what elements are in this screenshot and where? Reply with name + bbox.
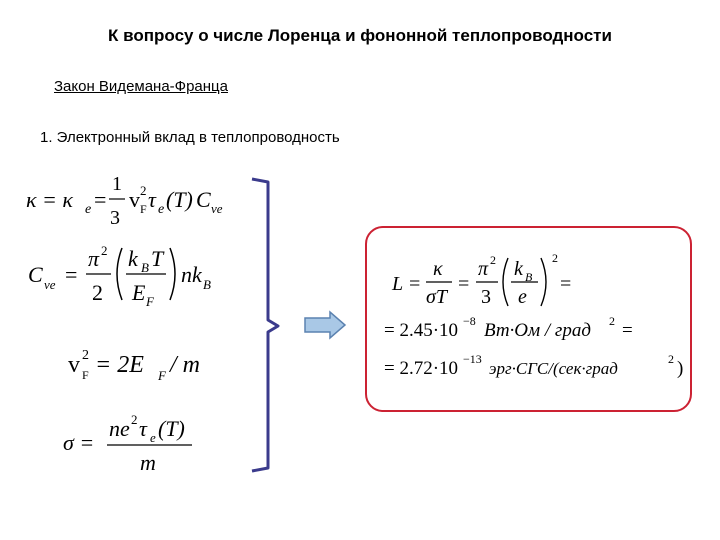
formula-cve (28, 243, 211, 309)
sigma-den: m (140, 450, 156, 475)
kappa-c-sub: ve (211, 201, 223, 216)
kappa-tau-arg: (T) (166, 187, 193, 212)
lorenz-kb: k (514, 258, 523, 280)
sigma-tau-sub: e (150, 430, 156, 445)
vf-sup: 2 (82, 348, 89, 363)
lorenz-kb-sub: B (525, 270, 533, 284)
slide-title: К вопросу о числе Лоренца и фононной теплопроводности (108, 26, 612, 45)
vf-tail: / m (170, 352, 200, 378)
kappa-tau-sub: e (158, 202, 165, 217)
lorenz-line2-exp: −8 (463, 314, 476, 328)
bracket-brace (252, 179, 278, 471)
kappa-lhs: κ = κ (26, 187, 73, 212)
vf-rhs: = 2E (95, 352, 144, 378)
lorenz-line1-tail: = (560, 273, 572, 295)
kappa-tau: τ (148, 187, 156, 212)
cve-lhs: C (28, 262, 43, 287)
lorenz-frac2-den: 3 (481, 286, 491, 308)
vf-rhs-sub: F (158, 368, 166, 383)
sigma-tau-arg: (T) (158, 416, 185, 441)
cve-tail-sub: B (203, 277, 211, 292)
lorenz-line2-value: = 2.45·10 (384, 320, 459, 341)
kappa-c: C (196, 187, 211, 212)
cve-ef-sub: F (146, 294, 154, 309)
cve-t: T (151, 246, 164, 271)
lorenz-frac1-num: κ (433, 258, 443, 280)
lorenz-eq: = (458, 273, 470, 295)
cve-left-paren (117, 248, 122, 300)
lorenz-frac1-den: σT (426, 286, 447, 308)
sigma-lhs: σ = (63, 430, 95, 455)
vf-sub: F (82, 368, 89, 382)
cve-pi: π (88, 246, 100, 271)
lorenz-frac2-num-sup: 2 (490, 253, 496, 267)
lorenz-paren-sup: 2 (552, 251, 558, 265)
lorenz-line2-units-sup: 2 (609, 314, 615, 328)
lorenz-line2-units: Вт·Ом / град (484, 320, 591, 341)
lorenz-line3-exp: −13 (463, 352, 482, 366)
cve-tail: nk (181, 262, 202, 287)
formula-vf (68, 348, 200, 383)
formula-kappa (26, 173, 223, 229)
kappa-v-sup: 2 (140, 183, 147, 198)
cve-pi-sup: 2 (101, 243, 108, 258)
lorenz-e: e (518, 286, 527, 308)
kappa-sub: e (85, 202, 92, 217)
cve-ef: E (132, 280, 146, 305)
sigma-tau: τ (139, 416, 147, 441)
lorenz-result-box (365, 226, 692, 412)
kappa-frac-den: 3 (110, 207, 120, 229)
sigma-num: ne (109, 416, 130, 441)
lorenz-line3-value: = 2.72·10 (384, 358, 459, 379)
section-heading: 1. Электронный вклад в теплопроводность (40, 129, 340, 146)
cve-right-paren (170, 248, 175, 300)
vf-v: v (68, 352, 80, 378)
cve-eq: = (65, 262, 78, 287)
lorenz-line3-units-sup: 2 (668, 352, 674, 366)
cve-two: 2 (92, 280, 103, 305)
lorenz-lhs: L = (392, 273, 422, 295)
sigma-num-sup: 2 (131, 412, 138, 427)
lorenz-frac2-num: π (478, 258, 489, 280)
wiedemann-franz-subtitle: Закон Видемана-Франца (54, 78, 228, 95)
kappa-v-sub: F (140, 202, 147, 216)
cve-sub: ve (44, 277, 56, 292)
formula-sigma (63, 412, 192, 475)
kappa-eq: = (94, 187, 107, 212)
right-arrow-icon (305, 312, 345, 338)
kappa-v: v (129, 187, 140, 212)
lorenz-line3-units: эрг·СГС/(сек·град (489, 359, 618, 378)
cve-kb: k (128, 246, 138, 271)
cve-kb-sub: B (141, 260, 149, 275)
kappa-frac-num: 1 (112, 173, 122, 195)
lorenz-line3-close: ) (677, 358, 684, 379)
lorenz-line2-tail: = (622, 320, 633, 341)
